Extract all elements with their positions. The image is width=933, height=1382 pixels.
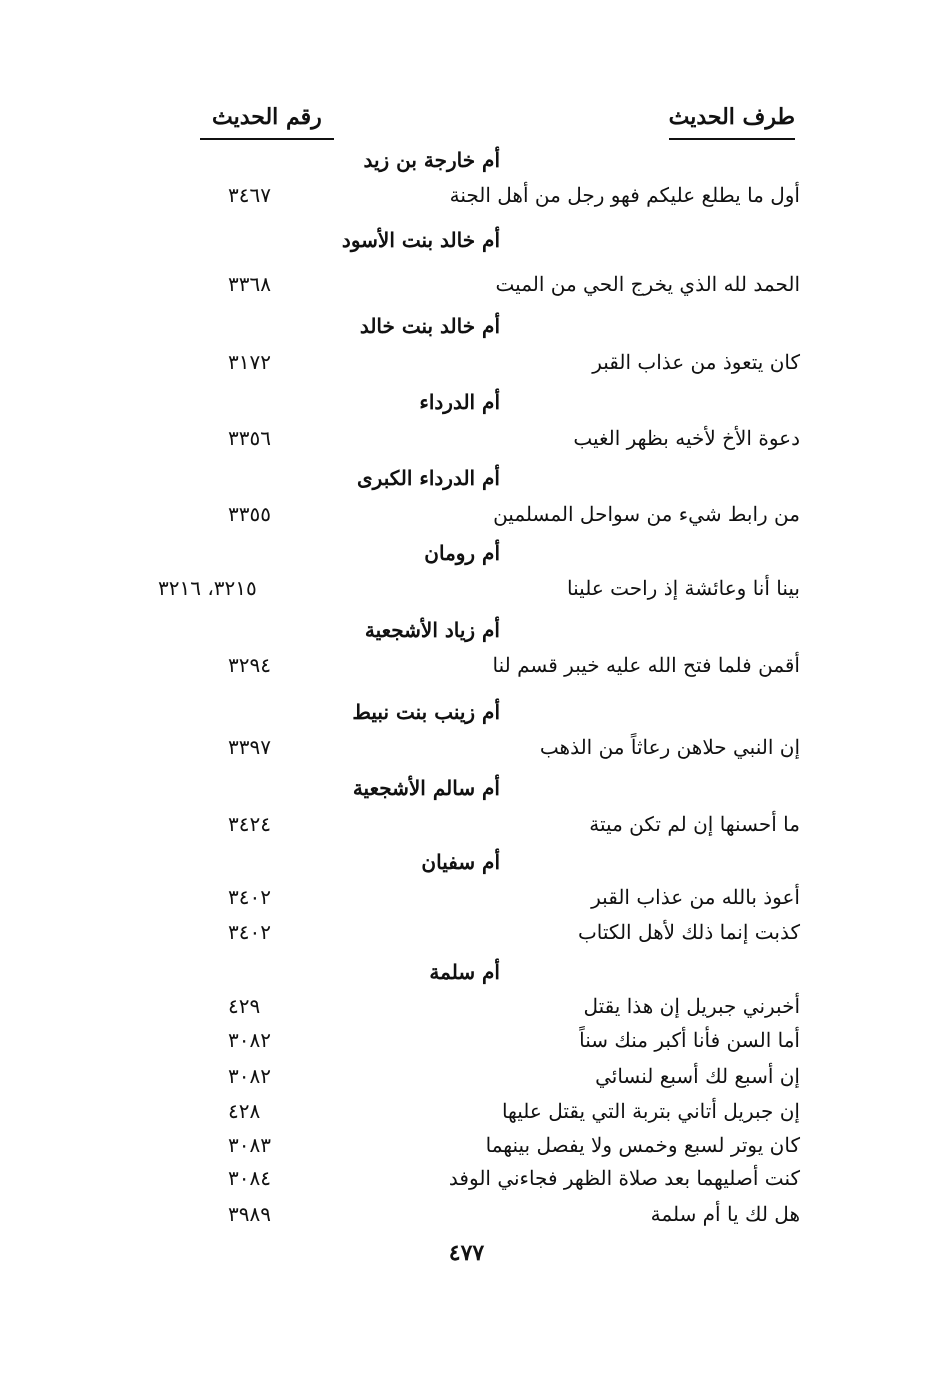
hadith-text: كذبت إنما ذلك لأهل الكتاب <box>577 920 800 944</box>
hadith-number: ٣٤٠٢ <box>228 920 271 944</box>
hadith-row <box>0 1095 933 1127</box>
hadith-number: ٣١٧٢ <box>228 350 271 374</box>
hadith-text: كنت أصليهما بعد صلاة الظهر فجاءني الوفد <box>448 1166 800 1190</box>
narrator-heading: أم الدرداء الكبرى <box>357 466 500 490</box>
hadith-text: إن جبريل أتاني بتربة التي يقتل عليها <box>501 1099 800 1123</box>
hadith-column-header: طرف الحديث <box>669 104 795 140</box>
hadith-number: ٣٢١٥، ٣٢١٦ <box>158 576 257 600</box>
hadith-number: ٣٠٨٢ <box>228 1064 271 1088</box>
hadith-row <box>0 1024 933 1056</box>
hadith-number: ٣٣٩٧ <box>228 735 271 759</box>
hadith-number: ٣٣٦٨ <box>228 272 271 296</box>
hadith-text: إن أسبع لك أسبع لنسائي <box>595 1064 800 1088</box>
hadith-text: كان يوتر لسبع وخمس ولا يفصل بينهما <box>485 1133 800 1157</box>
hadith-text: دعوة الأخ لأخيه بظهر الغيب <box>573 426 800 450</box>
narrator-heading: أم سلمة <box>429 960 500 984</box>
hadith-number: ٤٢٩ <box>228 994 261 1018</box>
hadith-row <box>0 649 933 681</box>
hadith-row <box>0 731 933 763</box>
hadith-row <box>0 881 933 913</box>
hadith-row <box>0 990 933 1022</box>
hadith-number: ٣٠٨٢ <box>228 1028 271 1052</box>
hadith-text: من رابط شيء من سواحل المسلمين <box>493 502 800 526</box>
hadith-text: بينا أنا وعائشة إذ راحت علينا <box>567 576 800 600</box>
hadith-number: ٣٩٨٩ <box>228 1202 271 1226</box>
hadith-number: ٣٢٩٤ <box>228 653 271 677</box>
narrator-heading: أم سفيان <box>421 850 500 874</box>
hadith-number: ٣٤٢٤ <box>228 812 271 836</box>
number-column-header: رقم الحديث <box>200 104 334 140</box>
hadith-text: ما أحسنها إن لم تكن ميتة <box>589 812 800 836</box>
hadith-text: كان يتعوذ من عذاب القبر <box>592 350 800 374</box>
narrator-heading: أم خالد بنت خالد <box>359 314 500 338</box>
hadith-row <box>0 1198 933 1230</box>
hadith-row <box>0 1129 933 1161</box>
hadith-number: ٣٣٥٥ <box>228 502 271 526</box>
hadith-row <box>0 498 933 530</box>
hadith-text: أما السن فأنا أكبر منك سناً <box>579 1028 800 1052</box>
hadith-text: أقمن فلما فتح الله عليه خيبر قسم لنا <box>492 653 800 677</box>
hadith-number: ٣٤٦٧ <box>228 183 271 207</box>
narrator-heading: أم خارجة بن زيد <box>363 148 500 172</box>
narrator-heading: أم رومان <box>424 541 500 565</box>
narrator-heading: أم خالد بنت الأسود <box>341 228 500 252</box>
narrator-heading: أم سالم الأشجعية <box>352 776 500 800</box>
hadith-row <box>0 268 933 300</box>
narrator-heading: أم زينب بنت نبيط <box>352 700 500 724</box>
hadith-text: أخبرني جبريل إن هذا يقتل <box>583 994 800 1018</box>
hadith-text: أول ما يطلع عليكم فهو رجل من أهل الجنة <box>449 183 800 207</box>
hadith-number: ٣٤٠٢ <box>228 885 271 909</box>
narrator-heading: أم زياد الأشجعية <box>364 618 500 642</box>
hadith-row <box>0 1162 933 1194</box>
hadith-row <box>0 808 933 840</box>
hadith-row <box>0 346 933 378</box>
page-number: ٤٧٧ <box>448 1240 485 1266</box>
hadith-text: إن النبي حلاهن رعاثاً من الذهب <box>539 735 800 759</box>
hadith-row <box>0 916 933 948</box>
hadith-row <box>0 572 933 604</box>
hadith-number: ٣٠٨٣ <box>228 1133 271 1157</box>
hadith-row <box>0 1060 933 1092</box>
narrator-heading: أم الدرداء <box>419 390 500 414</box>
hadith-text: أعوذ بالله من عذاب القبر <box>591 885 800 909</box>
hadith-number: ٤٢٨ <box>228 1099 261 1123</box>
hadith-number: ٣٠٨٤ <box>228 1166 271 1190</box>
hadith-number: ٣٣٥٦ <box>228 426 271 450</box>
hadith-row <box>0 422 933 454</box>
hadith-text: هل لك يا أم سلمة <box>650 1202 800 1226</box>
hadith-text: الحمد لله الذي يخرج الحي من الميت <box>495 272 800 296</box>
hadith-row <box>0 179 933 211</box>
